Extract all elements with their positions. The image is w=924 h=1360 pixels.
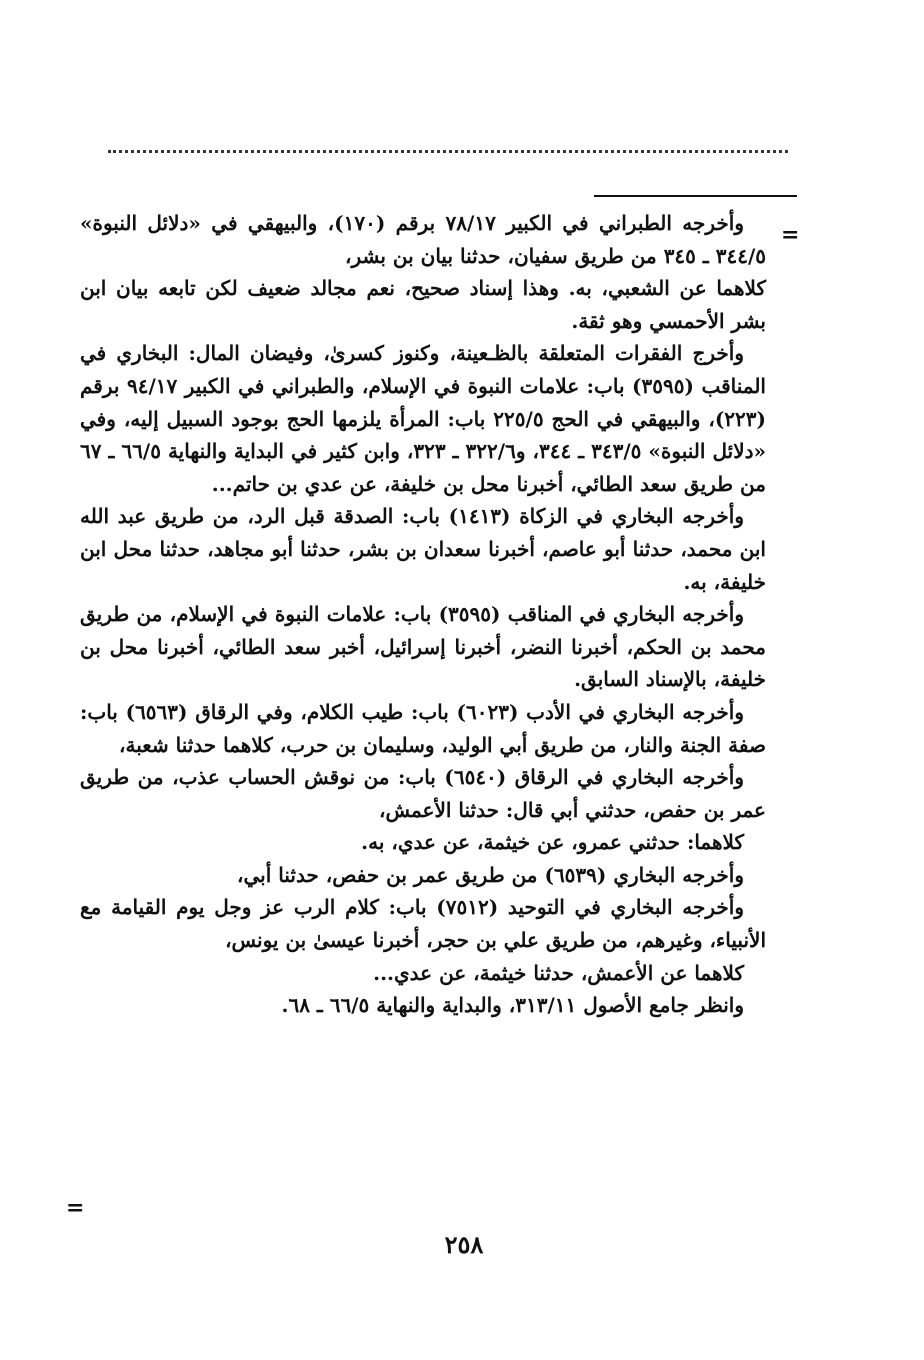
footnote-paragraph: وأخرج الفقرات المتعلقة بالظـعينة، وكنوز كسرىٰ، وفيضان المال: البخاري في المناقب (٣٥٩٥) باب: علامات النبوة في الإسلام، والطبراني في الكبير ٩٤/١٧ برقم (٢٢٣)، والبيهقي في الحج ٢٢٥/٥ باب: المرأة يلزمها الحج بوجود السبيل إليه، وفي «دلائل النبوة» ٣٤٣/٥ ـ ٣٤٤، و٣٢٢/٦ ـ ٣٢٣، وابن كثير في البداية والنهاية ٦٦/٥ ـ ٦٧ من طريق سعد الطائي، أخبرنا محل بن خليفة، عن عدي بن حاتم... xyxy=(80,341,767,496)
footnote-paragraph: وأخرجه البخاري في التوحيد (٧٥١٢) باب: كلام الرب عز وجل يوم القيامة مع الأنبياء، وغيرهم، من طريق علي بن حجر، أخبرنا عيسىٰ بن يونس، xyxy=(80,895,766,953)
footnote-rule xyxy=(594,195,797,197)
footnote-paragraph: وأخرجه البخاري في المناقب (٣٥٩٥) باب: علامات النبوة في الإسلام، من طريق محمد بن الحكم، أخبرنا النضر، أخبرنا إسرائيل، أخبر سعد الطائي، أخبرنا محل بن خليفة، بالإسناد السابق. xyxy=(80,602,766,692)
footnotes-block xyxy=(80,207,766,1022)
footnote-paragraph: وأخرجه البخاري في الزكاة (١٤١٣) باب: الصدقة قبل الرد، من طريق عبد الله ابن محمد، حدثنا أبو عاصم، أخبرنا سعدان بن بشر، حدثنا أبو مجاهد، حدثنا محل ابن خليفة، به. xyxy=(80,504,766,594)
continuation-mark-bottom: = xyxy=(66,1195,85,1221)
continuation-mark-top: = xyxy=(781,222,800,248)
page-number: ٢٥٨ xyxy=(444,1230,484,1259)
footnote-paragraph: كلاهما: حدثني عمرو، عن خيثمة، عن عدي، به. xyxy=(361,830,744,855)
footnote-paragraph: وانظر جامع الأصول ٣١٣/١١، والبداية والنهاية ٦٦/٥ ـ ٦٨. xyxy=(281,993,744,1018)
footnote-paragraph: وأخرجه البخاري في الرقاق (٦٥٤٠) باب: من نوقش الحساب عذب، من طريق عمر بن حفص، حدثني أبي قال: حدثنا الأعمش، xyxy=(80,765,766,822)
footnote-paragraph: كلاهما عن الأعمش، حدثنا خيثمة، عن عدي... xyxy=(373,960,744,985)
footnote-paragraph: وأخرجه البخاري (٦٥٣٩) من طريق عمر بن حفص، حدثنا أبي، xyxy=(237,862,744,887)
footnote-paragraph: وأخرجه البخاري في الأدب (٦٠٢٣) باب: طيب الكلام، وفي الرقاق (٦٥٦٣) باب: صفة الجنة والنار، من طريق أبي الوليد، وسليمان بن حرب، كلاهما حدثنا شعبة، xyxy=(80,699,766,757)
footnote-paragraph: كلاهما عن الشعبي، به. وهذا إسناد صحيح، نعم مجالد ضعيف لكن تابعه بيان ابن بشر الأحمسي وهو ثقة. xyxy=(80,276,766,333)
dotted-separator xyxy=(108,150,788,153)
footnote-paragraph: وأخرجه الطبراني في الكبير ٧٨/١٧ برقم (١٧٠)، والبيهقي في «دلائل النبوة» ٣٤٤/٥ ـ ٣٤٥ من طريق سفيان، حدثنا بيان بن بشر، xyxy=(80,211,766,268)
